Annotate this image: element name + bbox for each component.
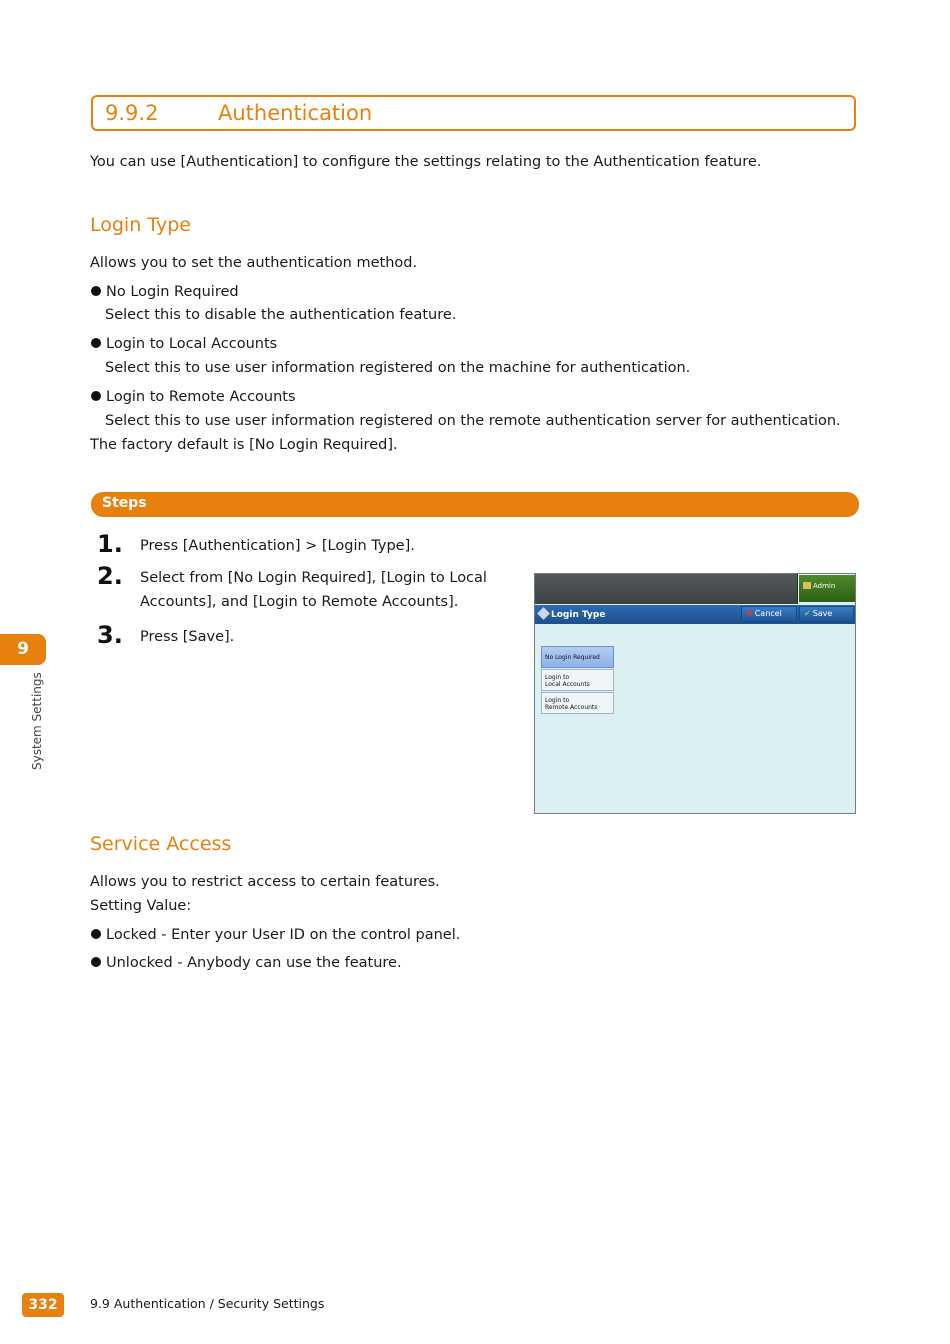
page-number: 332: [22, 1293, 64, 1317]
bullet-remote-accounts: [91, 387, 296, 407]
steps-label: Steps: [102, 495, 147, 511]
option-line: Login to: [545, 697, 570, 704]
login-type-screen: [534, 573, 856, 814]
intro-text: You can use [Authentication] to configure the settings relating to the Authentication feature.: [90, 154, 762, 170]
bullet-dot: [91, 338, 101, 348]
option-line: Login to: [545, 674, 570, 681]
option-desc: Select this to use user information registered on the machine for authentication.: [105, 360, 691, 376]
default-note: The factory default is [No Login Required].: [90, 437, 398, 453]
admin-label: Admin: [813, 582, 836, 590]
option-no-login-required[interactable]: [541, 646, 614, 668]
step-text: Press [Save].: [140, 629, 235, 645]
admin-icon: [803, 582, 811, 589]
option-login-remote-accounts[interactable]: [541, 692, 614, 714]
chapter-label: System Settings: [30, 672, 44, 770]
setting-value-label: Setting Value:: [90, 898, 192, 914]
option-line: No Login Required: [545, 654, 600, 661]
screen-title-bar: [535, 605, 855, 624]
bullet-dot: [91, 957, 101, 967]
option-label: Locked - Enter your User ID on the control panel.: [106, 927, 461, 943]
steps-bar: [91, 492, 859, 517]
section-title: Authentication: [218, 101, 373, 125]
cancel-label: Cancel: [754, 609, 782, 618]
section-header: [91, 95, 856, 131]
chapter-tab: 9: [0, 634, 46, 665]
wrench-icon: [537, 607, 550, 620]
option-label: No Login Required: [106, 284, 239, 300]
option-label: Unlocked - Anybody can use the feature.: [106, 955, 402, 971]
bullet-unlocked: [91, 953, 402, 973]
step-number: 1.: [97, 530, 123, 558]
bullet-locked: [91, 925, 460, 945]
cancel-button[interactable]: [741, 606, 797, 622]
login-type-heading: Login Type: [90, 214, 191, 236]
close-icon: ✖: [746, 609, 753, 618]
option-desc: Select this to disable the authentication feature.: [105, 307, 457, 323]
step-number: 3.: [97, 621, 123, 649]
bullet-no-login: [91, 282, 239, 302]
bullet-dot: [91, 391, 101, 401]
bullet-dot: [91, 929, 101, 939]
step-text: Press [Authentication] > [Login Type].: [140, 538, 415, 554]
option-line: Remote Accounts: [545, 704, 598, 711]
bullet-local-accounts: [91, 334, 277, 354]
step-number: 2.: [97, 562, 123, 590]
screen-title: [539, 609, 605, 620]
option-label: Login to Remote Accounts: [106, 389, 296, 405]
bullet-dot: [91, 286, 101, 296]
login-type-desc: Allows you to set the authentication method.: [90, 255, 418, 271]
screen-title-label: Login Type: [551, 610, 606, 620]
screen-top-bar: [535, 574, 798, 604]
check-icon: ✔: [804, 609, 811, 618]
save-label: Save: [812, 609, 833, 618]
admin-button[interactable]: [799, 575, 855, 602]
option-desc: Select this to use user information registered on the remote authentication server for authentication.: [105, 413, 841, 429]
footer-text: 9.9 Authentication / Security Settings: [90, 1296, 325, 1311]
option-label: Login to Local Accounts: [106, 336, 278, 352]
step-text: Accounts], and [Login to Remote Accounts].: [140, 594, 459, 610]
service-access-desc: Allows you to restrict access to certain features.: [90, 874, 440, 890]
step-text: Select from [No Login Required], [Login to Local: [140, 570, 487, 586]
service-access-heading: Service Access: [90, 833, 232, 855]
section-number: 9.9.2: [105, 101, 159, 125]
option-line: Local Accounts: [545, 681, 590, 688]
save-button[interactable]: [799, 606, 854, 622]
option-login-local-accounts[interactable]: [541, 669, 614, 691]
